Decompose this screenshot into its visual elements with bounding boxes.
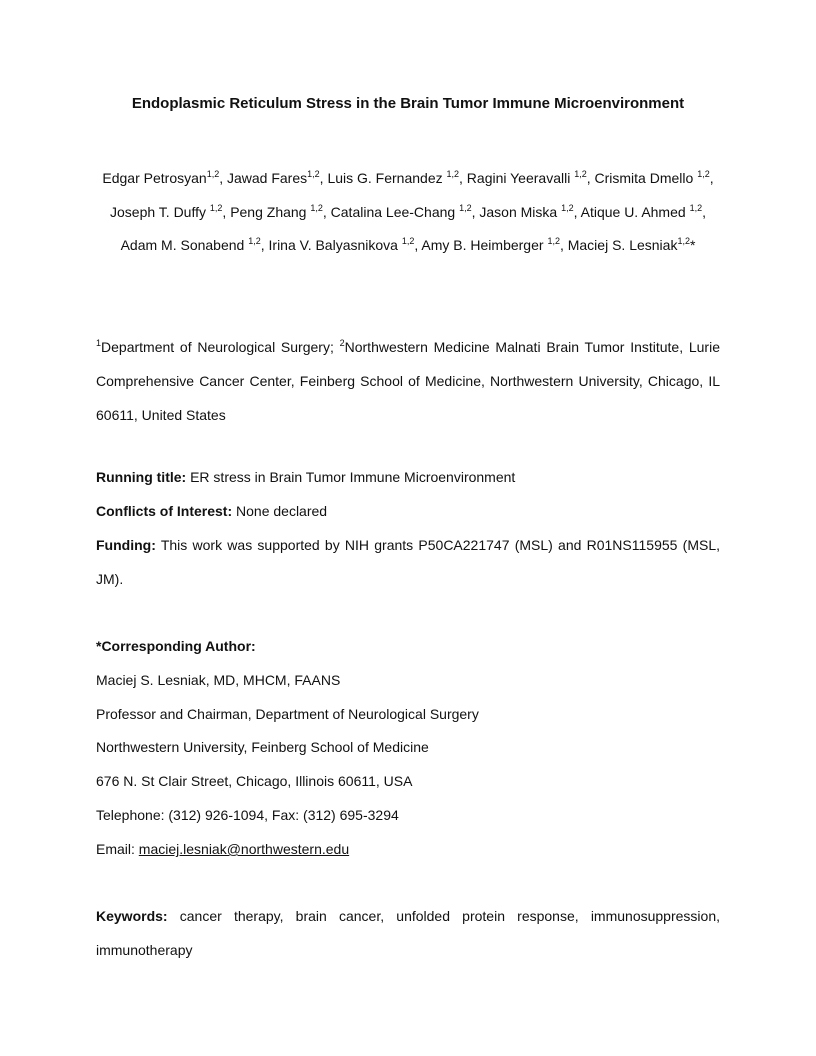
author-affiliation-marker: 1,2 bbox=[689, 202, 703, 213]
author-separator: , bbox=[319, 170, 328, 186]
author-name: Atique U. Ahmed bbox=[580, 203, 690, 220]
author-separator: , bbox=[322, 203, 331, 220]
author bbox=[479, 204, 580, 220]
author-name: Edgar Petrosyan bbox=[102, 170, 207, 186]
affiliation-2: Northwestern Medicine Malnati Brain Tumor Institute, Lurie Comprehensive Cancer Center, Feinberg School of Medicine, Northwestern University, Chicago, IL 60611, United States bbox=[96, 339, 720, 423]
author-separator: , bbox=[219, 170, 227, 186]
author-name: Jason Miska bbox=[479, 203, 562, 220]
author-name: Adam M. Sonabend bbox=[120, 237, 249, 253]
corresponding-name: Maciej S. Lesniak, MD, MHCM, FAANS bbox=[96, 672, 341, 688]
author-separator: , bbox=[414, 237, 422, 253]
author-name: Peng Zhang bbox=[230, 203, 311, 220]
corresponding-address: 676 N. St Clair Street, Chicago, Illinois 60611, USA bbox=[96, 773, 413, 789]
author-name: Joseph T. Duffy bbox=[110, 203, 210, 220]
affiliation-1: Department of Neurological Surgery; bbox=[101, 339, 340, 355]
corresponding-phone: Telephone: (312) 926-1094, Fax: (312) 695-3294 bbox=[96, 807, 399, 823]
author-affiliation-marker: 1,2 bbox=[574, 169, 587, 179]
funding-label: Funding: bbox=[96, 537, 156, 553]
author-name: Maciej S. Lesniak bbox=[567, 237, 678, 253]
author-affiliation-marker: 1,2 bbox=[677, 236, 690, 246]
running-title bbox=[96, 469, 720, 485]
author bbox=[421, 237, 567, 253]
author bbox=[121, 237, 269, 253]
author-name: Luis G. Fernandez bbox=[327, 170, 447, 186]
author-affiliation-marker: 1,2 bbox=[206, 169, 220, 179]
author-separator: , bbox=[586, 170, 595, 186]
affiliation-marker-2: 2 bbox=[339, 338, 345, 348]
author bbox=[331, 204, 480, 220]
affiliations bbox=[96, 330, 720, 432]
funding bbox=[96, 528, 720, 596]
author-name: Catalina Lee-Chang bbox=[330, 203, 460, 220]
author-separator: , bbox=[260, 237, 269, 253]
author-affiliation-marker: 1,2 bbox=[310, 202, 323, 213]
affiliation-marker-1: 1 bbox=[96, 338, 102, 348]
author-separator: , bbox=[709, 170, 714, 186]
email-link[interactable]: maciej.lesniak@northwestern.edu bbox=[138, 841, 350, 857]
author bbox=[230, 204, 330, 220]
email-label: Email: bbox=[96, 841, 139, 857]
author-separator: , bbox=[573, 203, 581, 220]
author-affiliation-marker: 1,2 bbox=[401, 236, 415, 246]
corresponding-position: Professor and Chairman, Department of Neurological Surgery bbox=[96, 706, 479, 722]
author-separator: , bbox=[702, 203, 706, 220]
conflicts-value: None declared bbox=[232, 503, 328, 519]
author bbox=[269, 237, 422, 253]
author bbox=[102, 170, 227, 186]
author-separator: , bbox=[222, 203, 231, 220]
author-affiliation-marker: 1,2 bbox=[547, 236, 560, 246]
keywords-value: cancer therapy, brain cancer, unfolded protein response, immunosuppression, immunotherapy bbox=[96, 908, 720, 958]
author-affiliation-marker: 1,2 bbox=[209, 202, 223, 213]
conflicts-of-interest bbox=[96, 503, 720, 519]
corresponding-heading: *Corresponding Author: bbox=[96, 638, 256, 654]
author-name: Crismita Dmello bbox=[594, 170, 698, 186]
paper-title: Endoplasmic Reticulum Stress in the Brain Tumor Immune Microenvironment bbox=[131, 95, 685, 112]
corresponding-institution: Northwestern University, Feinberg School of Medicine bbox=[96, 739, 429, 755]
author bbox=[595, 170, 714, 186]
keywords-label: Keywords: bbox=[96, 908, 168, 924]
author-affiliation-marker: 1,2 bbox=[446, 169, 460, 179]
funding-value: This work was supported by NIH grants P50CA221747 (MSL) and R01NS115955 (MSL, JM). bbox=[96, 537, 720, 587]
author-name: Ragini Yeeravalli bbox=[466, 170, 575, 186]
running-title-value: ER stress in Brain Tumor Immune Microenvironment bbox=[186, 469, 516, 485]
author bbox=[327, 170, 466, 186]
author-separator: , bbox=[559, 237, 568, 253]
author-affiliation-marker: 1,2 bbox=[248, 236, 261, 246]
author bbox=[581, 204, 706, 220]
author-affiliation-marker: 1,2 bbox=[697, 169, 710, 179]
author-separator: , bbox=[459, 170, 467, 186]
author-affiliation-marker: 1,2 bbox=[561, 202, 574, 213]
corresponding-email bbox=[96, 841, 720, 857]
author bbox=[568, 237, 696, 253]
keywords bbox=[96, 899, 720, 967]
author-name: Amy B. Heimberger bbox=[421, 237, 548, 253]
author bbox=[110, 204, 230, 220]
author-affiliation-marker: 1,2 bbox=[307, 169, 320, 179]
running-title-label: Running title: bbox=[96, 469, 187, 485]
author bbox=[467, 170, 595, 186]
author-name: Irina V. Balyasnikova bbox=[268, 237, 402, 253]
author-list bbox=[96, 162, 720, 263]
author bbox=[227, 170, 327, 186]
author-affiliation-marker: 1,2 bbox=[459, 202, 472, 213]
author-separator: , bbox=[471, 203, 480, 220]
author-separator: * bbox=[689, 237, 696, 253]
author-name: Jawad Fares bbox=[226, 170, 308, 186]
conflicts-label: Conflicts of Interest: bbox=[96, 503, 233, 519]
